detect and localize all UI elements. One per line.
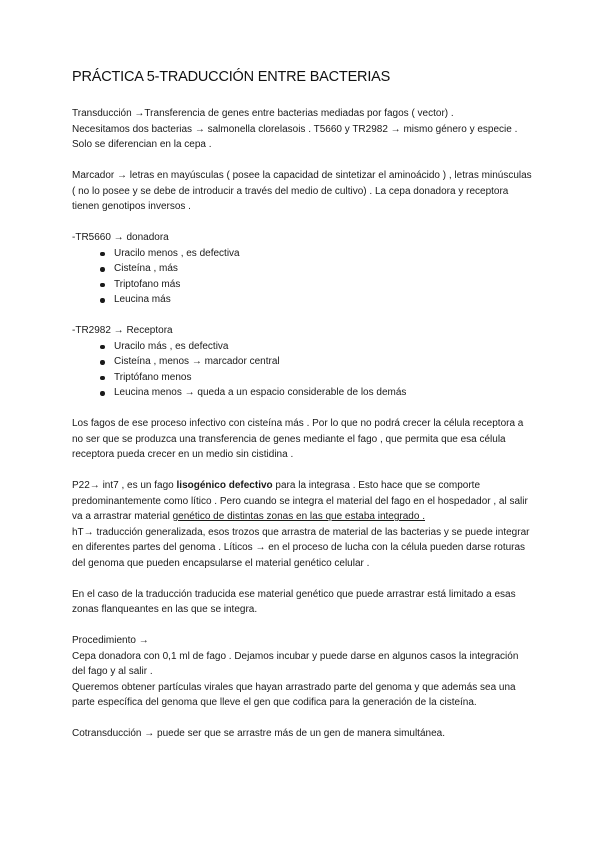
list-item: Cisteína , más	[114, 261, 534, 277]
procedimiento-line-cepa: Cepa donadora con 0,1 ml de fago . Dejamos incubar y puede darse en algunos casos la integración del fago y al salir .	[72, 650, 519, 677]
procedimiento-heading: Procedimiento →	[72, 635, 149, 646]
procedimiento-block	[72, 633, 534, 711]
cotransduccion-paragraph: Cotransducción → puede ser que se arrastre más de un gen de manera simultánea.	[72, 728, 445, 739]
fagos-paragraph: Los fagos de ese proceso infectivo con cisteína más . Por lo que no podrá crecer la célula receptora a no ser que se produzca una transferencia de genes mediante el fago , que permita que esa célula receptora pueda crecer en un medio sin cistidina .	[72, 418, 524, 460]
document-body	[72, 106, 534, 757]
p22-paragraph	[72, 478, 534, 525]
list-item: Leucina menos → queda a un espacio considerable de los demás	[114, 385, 534, 401]
donadora-list	[72, 246, 534, 308]
p22-bold-term: lisogénico defectivo	[176, 480, 273, 491]
intro-block	[72, 106, 534, 153]
p22-text-middle: para la integrasa . Esto hace que se comporte predominantemente como lítico . Pero cuando se integra el material del fago en el hospedador , al salir va a arrastrar material	[72, 480, 528, 522]
donadora-heading: -TR5660 → donadora	[72, 232, 169, 243]
receptora-heading: -TR2982 → Receptora	[72, 325, 173, 336]
list-item: Cisteína , menos → marcador central	[114, 354, 534, 370]
ht-paragraph: hT→ traducción generalizada, esos trozos que arrastra de material de las bacterias y se puede integrar en diferentes partes del genoma . Líticos → en el proceso de lucha con la célula pueden darse roturas del genoma que pueden encapsularse el material genético celular .	[72, 526, 530, 569]
p22-text-start: P22→ int7 , es un fago	[72, 480, 177, 491]
procedimiento-line-particulas: Queremos obtener partículas virales que hayan arrastrado parte del genoma y que además sea una parte específica del genoma que lleve el gen que codifica para la generación de la cisteína.	[72, 681, 516, 708]
receptora-list	[72, 339, 534, 401]
p22-underlined-text: genético de distintas zonas en las que estaba integrado .	[172, 511, 425, 522]
list-item: Uracilo menos , es defectiva	[114, 246, 534, 262]
list-item: Leucina más	[114, 292, 534, 308]
page-title: PRÁCTICA 5-TRADUCCIÓN ENTRE BACTERIAS	[72, 69, 391, 85]
marcador-paragraph: Marcador → letras en mayúsculas ( posee la capacidad de sintetizar el aminoácido ) , letras minúsculas ( no lo posee y se debe de introducir a través del medio de cultivo) . La cepa donadora y receptora tienen genotipos inversos .	[72, 170, 532, 212]
list-item: Uracilo más , es defectiva	[114, 339, 534, 355]
list-item: Triptofano más	[114, 277, 534, 293]
intro-line-transduccion: Transducción →Transferencia de genes entre bacterias mediadas por fagos ( vector) .	[72, 108, 454, 119]
p22-block	[72, 478, 534, 571]
list-item: Triptófano menos	[114, 370, 534, 386]
intro-line-bacterias: Necesitamos dos bacterias → salmonella clorelasois . T5660 y TR2982 → mismo género y especie . Solo se diferencian en la cepa .	[72, 123, 518, 150]
traduccion-paragraph: En el caso de la traducción traducida ese material genético que puede arrastrar está limitado a esas zonas flanqueantes en las que se integra.	[72, 588, 516, 615]
